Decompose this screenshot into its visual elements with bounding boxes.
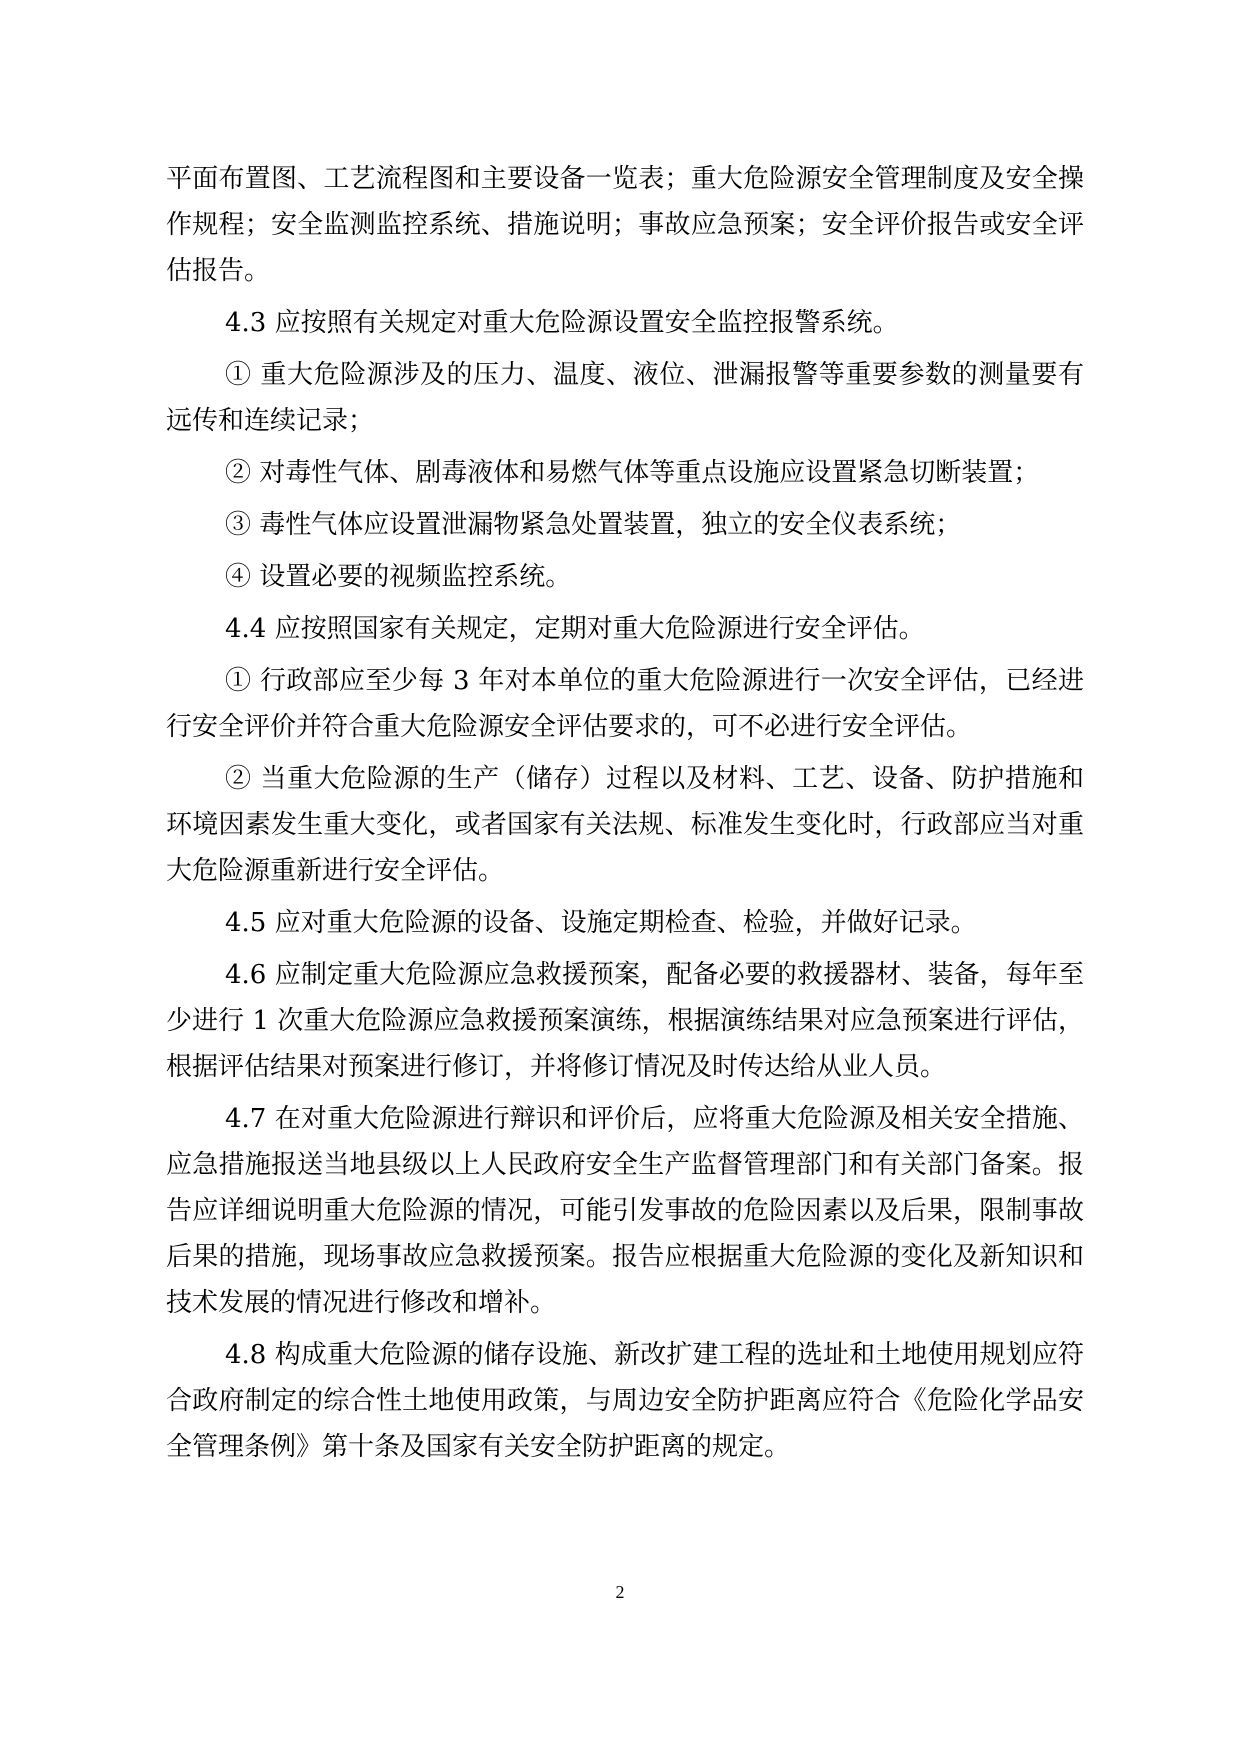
paragraph-4-4-item-1: ① 行政部应至少每 3 年对本单位的重大危险源进行一次安全评估，已经进行安全评价并符合重大危险源安全评估要求的，可不必进行安全评估。 [166, 666, 1084, 742]
paragraph-4-3-item-1: ① 重大危险源涉及的压力、温度、液位、泄漏报警等重要参数的测量要有远传和连续记录； [166, 360, 1084, 436]
paragraph-continuation: 平面布置图、工艺流程图和主要设备一览表；重大危险源安全管理制度及安全操作规程；安全监测监控系统、措施说明；事故应急预案；安全评价报告或安全评估报告。 [166, 164, 1084, 286]
paragraph-4-3-item-2: ② 对毒性气体、剧毒液体和易燃气体等重点设施应设置紧急切断装置； [225, 458, 1040, 488]
paragraph-4-3: 4.3 应按照有关规定对重大危险源设置安全监控报警系统。 [225, 308, 899, 338]
paragraph-4-5: 4.5 应对重大危险源的设备、设施定期检查、检验，并做好记录。 [225, 908, 977, 938]
paragraph-4-3-item-3: ③ 毒性气体应设置泄漏物紧急处置装置，独立的安全仪表系统； [225, 510, 962, 540]
paragraph-4-8: 4.8 构成重大危险源的储存设施、新改扩建工程的选址和土地使用规划应符合政府制定的综合性土地使用政策，与周边安全防护距离应符合《危险化学品安全管理条例》第十条及国家有关安全防护距离的规定。 [166, 1340, 1084, 1462]
paragraph-4-4-item-2: ② 当重大危险源的生产（储存）过程以及材料、工艺、设备、防护措施和环境因素发生重大变化，或者国家有关法规、标准发生变化时，行政部应当对重大危险源重新进行安全评估。 [166, 764, 1084, 886]
paragraph-4-3-item-4: ④ 设置必要的视频监控系统。 [225, 562, 572, 592]
paragraph-4-4: 4.4 应按照国家有关规定，定期对重大危险源进行安全评估。 [225, 614, 925, 644]
paragraph-4-6: 4.6 应制定重大危险源应急救援预案，配备必要的救援器材、装备，每年至少进行 1 次重大危险源应急救援预案演练，根据演练结果对应急预案进行评估，根据评估结果对预案进行修订，并将修订情况及时传达给从业人员。 [166, 960, 1084, 1082]
page-number: 2 [615, 1582, 625, 1602]
document-body [166, 156, 1084, 1476]
paragraph-4-7: 4.7 在对重大危险源进行辩识和评价后，应将重大危险源及相关安全措施、应急措施报送当地县级以上人民政府安全生产监督管理部门和有关部门备案。报告应详细说明重大危险源的情况，可能引发事故的危险因素以及后果，限制事故后果的措施，现场事故应急救援预案。报告应根据重大危险源的变化及新知识和技术发展的情况进行修改和增补。 [166, 1104, 1084, 1318]
